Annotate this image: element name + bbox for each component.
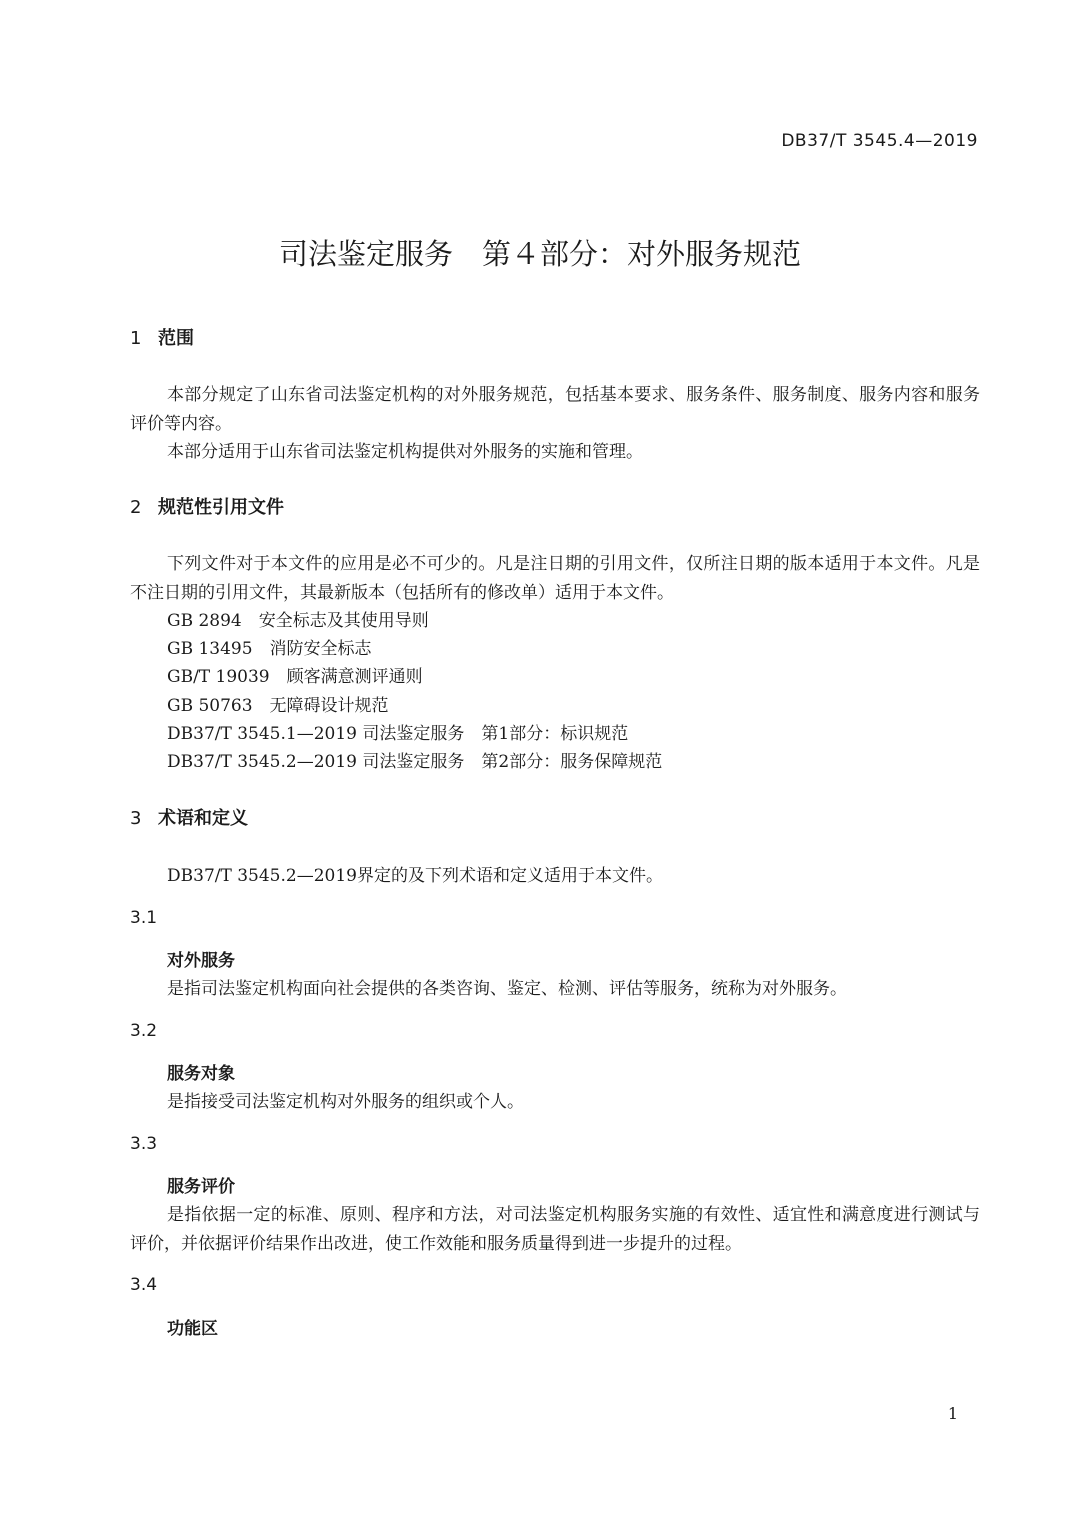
section-number: 2 (130, 497, 142, 518)
term-name: 服务对象 (167, 1064, 235, 1084)
section-title: 规范性引用文件 (158, 497, 284, 518)
document-code: DB37/T 3545.4—2019 (781, 131, 978, 151)
page-number: 1 (947, 1404, 958, 1423)
reference-item: GB 50763 无障碍设计规范 (167, 696, 389, 716)
term-name: 服务评价 (167, 1177, 235, 1197)
section-number: 3 (130, 808, 142, 829)
section-number: 1 (130, 328, 142, 349)
page-title: 司法鉴定服务 第４部分：对外服务规范 (278, 237, 801, 271)
section-heading-normative-references (130, 494, 284, 522)
reference-item: GB/T 19039 顾客满意测评通则 (167, 667, 423, 687)
term-name: 功能区 (167, 1319, 218, 1339)
paragraph: 本部分规定了山东省司法鉴定机构的对外服务规范，包括基本要求、服务条件、服务制度、服务内容和服务评价等内容。 (130, 385, 980, 434)
reference-item: GB 2894 安全标志及其使用导则 (167, 611, 429, 631)
term-definition: 是指依据一定的标准、原则、程序和方法，对司法鉴定机构服务实施的有效性、适宜性和满意度进行测试与评价，并依据评价结果作出改进，使工作效能和服务质量得到进一步提升的过程。 (130, 1205, 980, 1254)
paragraph: 本部分适用于山东省司法鉴定机构提供对外服务的实施和管理。 (167, 442, 643, 462)
term-number: 3.4 (130, 1275, 158, 1295)
section-title: 范围 (158, 328, 194, 349)
term-definition: 是指接受司法鉴定机构对外服务的组织或个人。 (167, 1092, 524, 1112)
term-name: 对外服务 (167, 951, 235, 971)
reference-item: DB37/T 3545.2—2019 司法鉴定服务 第2部分：服务保障规范 (167, 752, 663, 772)
section-heading-terms-definitions (130, 805, 248, 833)
section-title: 术语和定义 (158, 808, 248, 829)
reference-item: GB 13495 消防安全标志 (167, 639, 372, 659)
term-number: 3.3 (130, 1134, 158, 1154)
reference-item: DB37/T 3545.1—2019 司法鉴定服务 第1部分：标识规范 (167, 724, 629, 744)
term-number: 3.1 (130, 908, 158, 928)
term-definition: 是指司法鉴定机构面向社会提供的各类咨询、鉴定、检测、评估等服务，统称为对外服务。 (167, 979, 847, 999)
paragraph: DB37/T 3545.2—2019界定的及下列术语和定义适用于本文件。 (167, 866, 663, 886)
section-heading-scope (130, 325, 194, 353)
paragraph: 下列文件对于本文件的应用是必不可少的。凡是注日期的引用文件，仅所注日期的版本适用于本文件。凡是不注日期的引用文件，其最新版本（包括所有的修改单）适用于本文件。 (130, 554, 980, 603)
term-number: 3.2 (130, 1021, 158, 1041)
